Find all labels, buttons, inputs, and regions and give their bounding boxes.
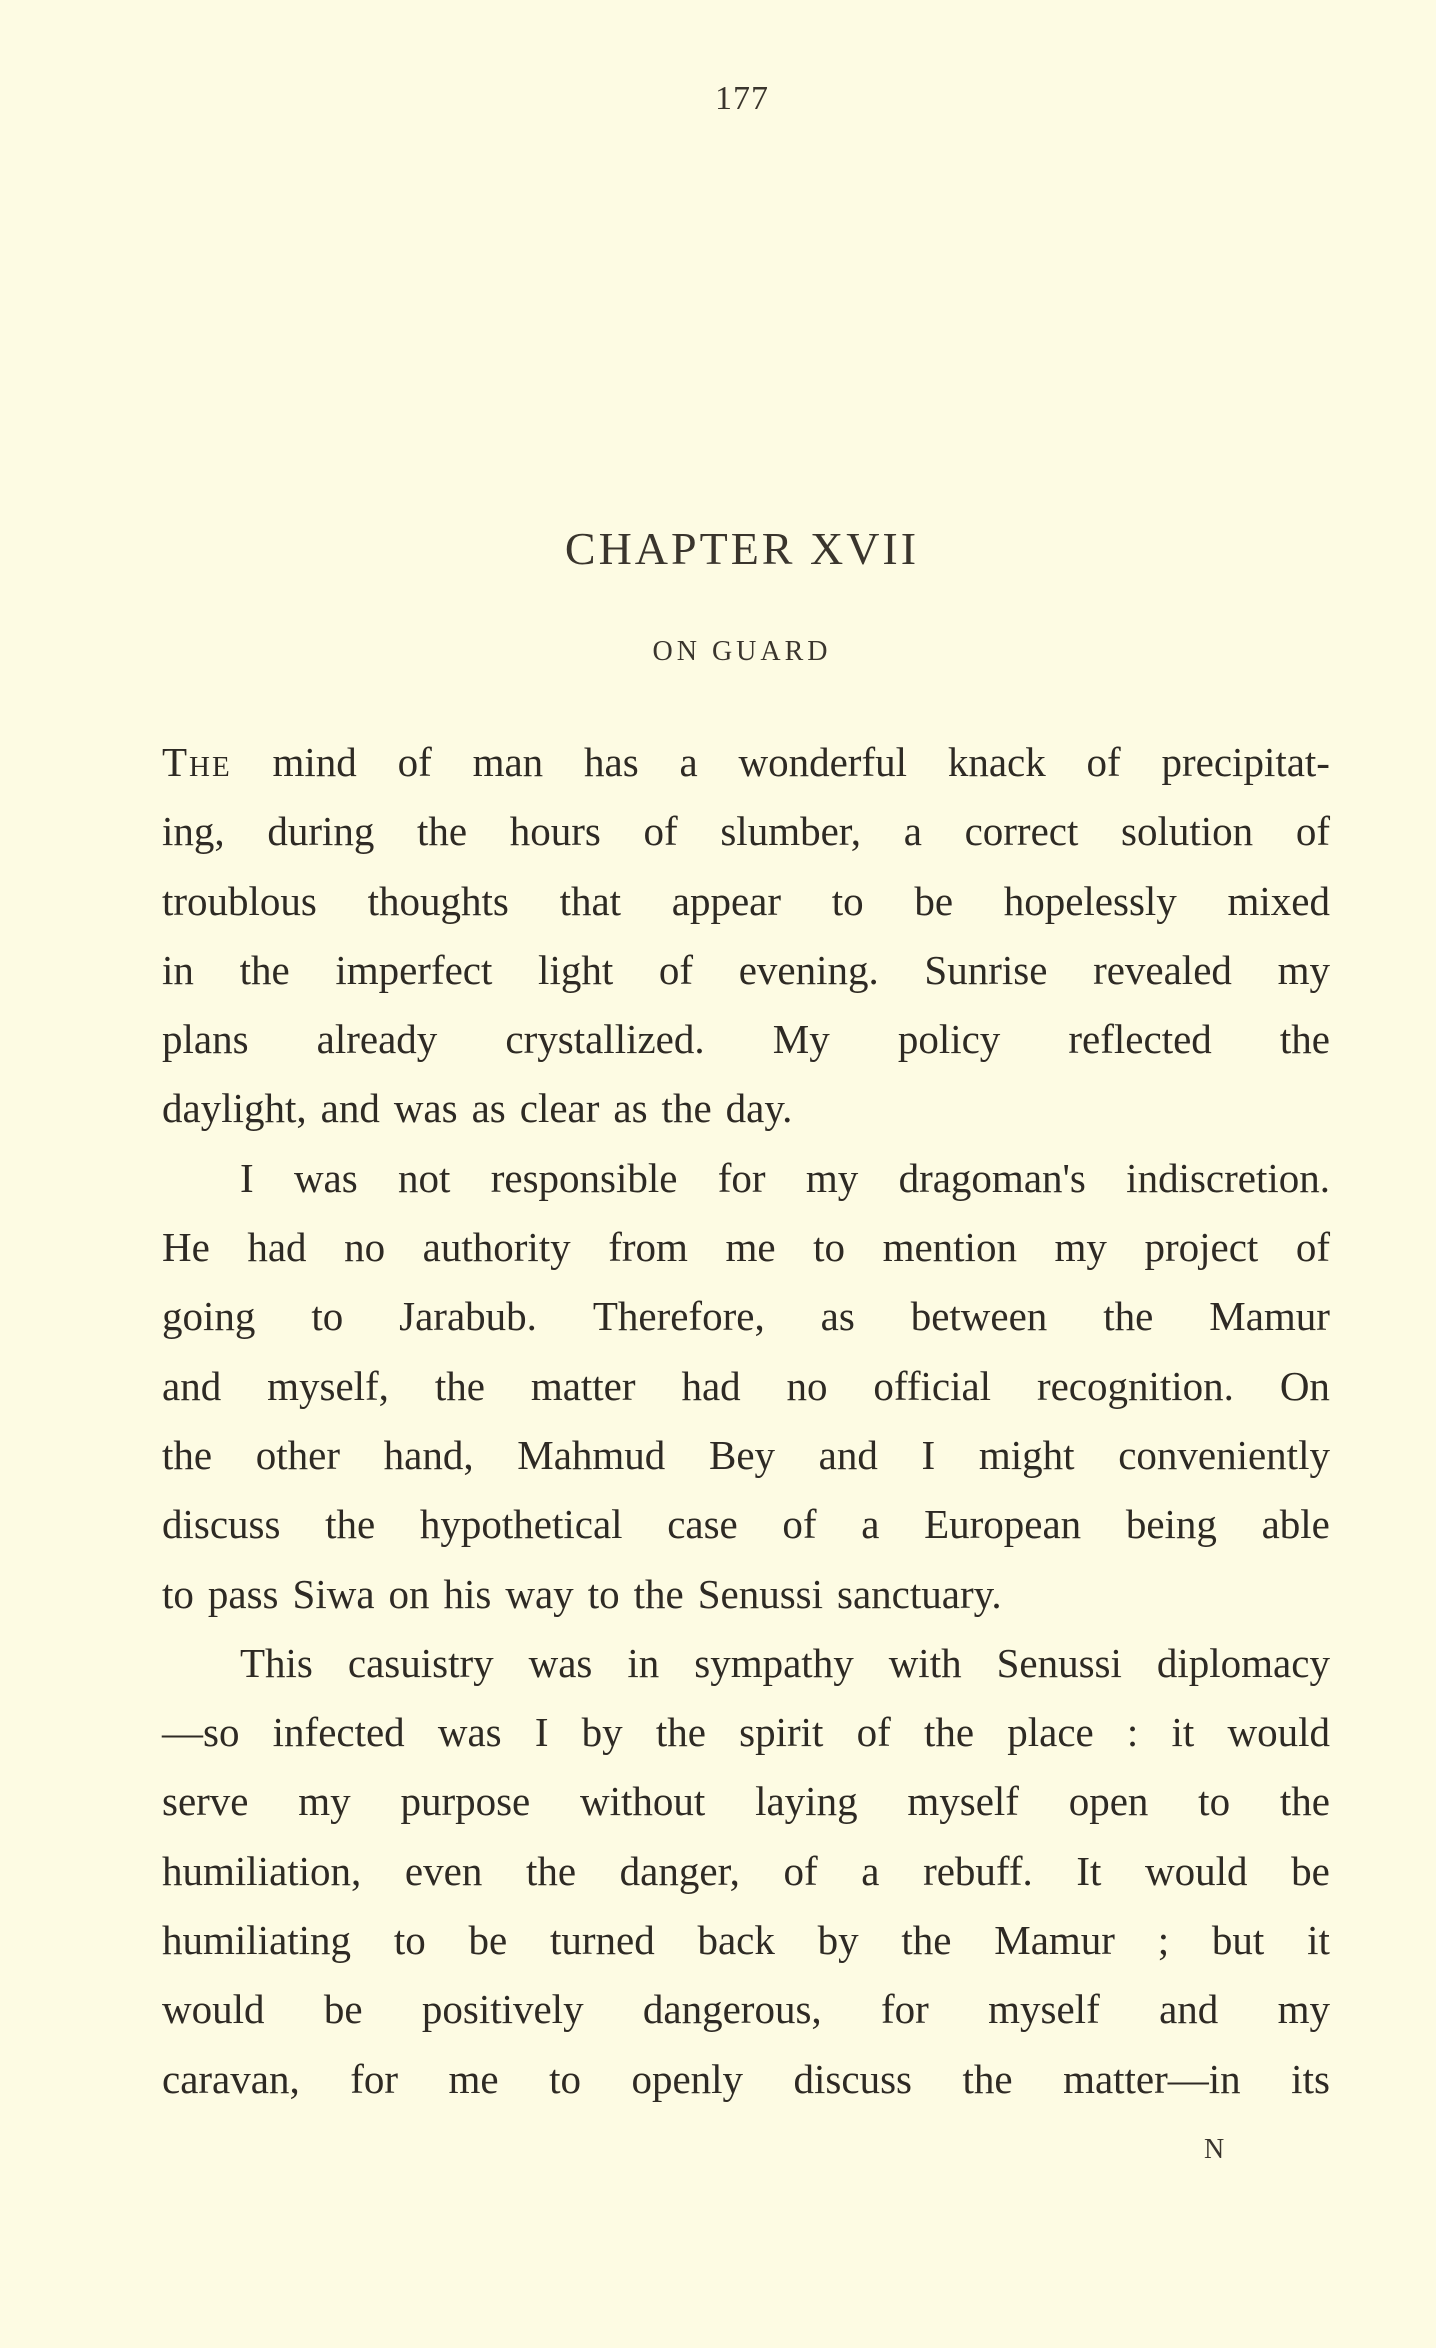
word: my — [805, 1154, 859, 1201]
text-line — [162, 1698, 1330, 1767]
text-line — [162, 1906, 1330, 1975]
word: of — [783, 1847, 818, 1894]
text-line — [162, 867, 1330, 936]
word: policy — [897, 1016, 1001, 1063]
word: me — [448, 2055, 499, 2102]
chapter-subtitle: ON GUARD — [652, 636, 832, 667]
word: as — [820, 1293, 855, 1340]
word: humiliation, — [162, 1847, 362, 1894]
word: of — [856, 1709, 891, 1756]
word: Jarabub. — [399, 1293, 537, 1340]
word: This — [240, 1639, 313, 1686]
word: of — [658, 946, 694, 993]
word: on — [388, 1570, 430, 1617]
word: Siwa — [292, 1570, 375, 1617]
word: positively — [421, 1986, 584, 2033]
text-line — [162, 797, 1330, 866]
page-number: 177 — [715, 80, 769, 117]
word: serve — [162, 1778, 249, 1825]
word: was — [293, 1154, 358, 1201]
word: the — [162, 1431, 213, 1478]
word: casuistry — [347, 1639, 494, 1686]
word: his — [443, 1570, 492, 1617]
word: responsible — [490, 1154, 678, 1201]
word: slumber, — [720, 808, 862, 855]
word: was — [528, 1639, 593, 1686]
word: diplomacy — [1156, 1639, 1330, 1686]
word: to — [587, 1570, 620, 1617]
word: discuss — [793, 2055, 912, 2102]
word: myself — [988, 1986, 1100, 2033]
word: no — [344, 1224, 386, 1271]
word: danger, — [619, 1847, 740, 1894]
word: for — [350, 2055, 398, 2102]
word: infected — [272, 1709, 405, 1756]
word: indiscretion. — [1126, 1154, 1330, 1201]
word: The — [162, 739, 232, 785]
word: my — [1277, 946, 1330, 993]
word: I — [240, 1154, 254, 1201]
word: Bey — [708, 1431, 776, 1478]
word: might — [978, 1431, 1075, 1478]
word: the — [1279, 1016, 1330, 1063]
text-line — [162, 936, 1330, 1005]
word: already — [316, 1016, 438, 1063]
word: Mahmud — [517, 1431, 666, 1478]
word: the — [923, 1709, 975, 1756]
word: for — [717, 1154, 766, 1201]
word: hours — [509, 808, 601, 855]
word: I — [921, 1431, 936, 1478]
word: Senussi — [697, 1570, 823, 1617]
word: a — [861, 1501, 880, 1548]
word: going — [162, 1293, 256, 1340]
word: rebuff. — [923, 1847, 1033, 1894]
word: On — [1279, 1362, 1330, 1409]
word: ing, — [162, 808, 225, 855]
word: from — [608, 1224, 688, 1271]
word: myself — [907, 1778, 1019, 1825]
word: imperfect — [335, 946, 493, 993]
word: mention — [882, 1224, 1017, 1271]
word: the — [655, 1709, 706, 1756]
word: other — [255, 1431, 340, 1478]
word: caravan, — [162, 2055, 300, 2102]
word: be — [323, 1986, 363, 2033]
word: open — [1068, 1778, 1149, 1825]
word: to — [311, 1293, 344, 1340]
word: as — [471, 1085, 506, 1132]
word: discuss — [162, 1501, 281, 1548]
word: hypothetical — [419, 1501, 623, 1548]
word: of — [1295, 808, 1330, 855]
word: appear — [671, 877, 781, 924]
text-line — [162, 1213, 1330, 1282]
word: would — [1227, 1709, 1330, 1756]
word: dragoman's — [898, 1154, 1086, 1201]
word: of — [1295, 1224, 1330, 1271]
word: to — [162, 1570, 194, 1617]
word: no — [786, 1362, 828, 1409]
word: to — [813, 1224, 846, 1271]
word: with — [888, 1639, 962, 1686]
word: wonderful — [738, 739, 907, 785]
word: a — [679, 739, 698, 785]
text-line — [162, 1352, 1330, 1421]
word: revealed — [1093, 946, 1232, 993]
word: troublous — [162, 877, 317, 924]
word: the — [1103, 1293, 1154, 1340]
word: to — [1198, 1778, 1231, 1825]
word: in — [162, 946, 194, 993]
word: by — [817, 1917, 859, 1964]
word: of — [1086, 739, 1121, 785]
word: knack — [947, 739, 1046, 785]
word: the — [1279, 1778, 1330, 1825]
word: my — [298, 1778, 351, 1825]
word: be — [468, 1917, 508, 1964]
word: by — [581, 1709, 623, 1756]
word: be — [1291, 1847, 1330, 1894]
word: turned — [549, 1917, 655, 1964]
text-line — [162, 1144, 1330, 1213]
word: the — [525, 1847, 577, 1894]
word: my — [1277, 1986, 1330, 2033]
word: the — [661, 1085, 712, 1132]
word: evening. — [738, 946, 879, 993]
word: authority — [422, 1224, 571, 1271]
text-line — [162, 1629, 1330, 1698]
word: Senussi — [996, 1639, 1122, 1686]
word: back — [697, 1917, 775, 1964]
word: between — [910, 1293, 1048, 1340]
word: project — [1144, 1224, 1259, 1271]
word: dangerous, — [642, 1986, 822, 2033]
text-line — [162, 1767, 1330, 1836]
word: Mamur — [994, 1917, 1115, 1964]
word: humiliating — [162, 1917, 352, 1964]
word: openly — [631, 2055, 744, 2102]
word: to — [549, 2055, 581, 2102]
word: myself, — [267, 1362, 389, 1409]
word: a — [861, 1847, 880, 1894]
word: it — [1307, 1917, 1330, 1964]
word: be — [914, 877, 954, 924]
signature-mark: N — [1204, 2134, 1225, 2165]
text-line — [162, 1560, 1330, 1629]
word: has — [584, 739, 639, 785]
word: had — [247, 1224, 307, 1271]
word: would — [162, 1986, 265, 2033]
word: being — [1125, 1501, 1217, 1548]
word: my — [1054, 1224, 1107, 1271]
word: as — [613, 1085, 648, 1132]
word: pass — [207, 1570, 279, 1617]
word: Sunrise — [924, 946, 1048, 993]
word: place — [1007, 1709, 1094, 1756]
word: correct — [964, 808, 1079, 855]
word: during — [267, 808, 375, 855]
word: of — [643, 808, 678, 855]
word: thoughts — [367, 877, 509, 924]
word: conveniently — [1118, 1431, 1330, 1478]
word: European — [924, 1501, 1082, 1548]
word: in — [627, 1639, 660, 1686]
word: Therefore, — [592, 1293, 765, 1340]
text-line — [162, 2045, 1330, 2114]
word: : — [1126, 1709, 1139, 1756]
word: but — [1211, 1917, 1265, 1964]
word: reflected — [1068, 1016, 1212, 1063]
word: laying — [755, 1778, 858, 1825]
word: matter — [530, 1362, 636, 1409]
word: had — [681, 1362, 741, 1409]
word: was — [437, 1709, 502, 1756]
word: the — [633, 1570, 684, 1617]
word: of — [782, 1501, 817, 1548]
text-line — [162, 728, 1330, 797]
word: to — [393, 1917, 426, 1964]
word: without — [580, 1778, 706, 1825]
word: mind — [272, 739, 357, 785]
word: it — [1171, 1709, 1195, 1756]
word: —so — [162, 1709, 240, 1756]
chapter-title: CHAPTER XVII — [564, 523, 920, 574]
word: the — [901, 1917, 952, 1964]
word: purpose — [400, 1778, 531, 1825]
word: way — [505, 1570, 574, 1617]
word: the — [239, 946, 290, 993]
word: ; — [1157, 1917, 1170, 1964]
word: the — [325, 1501, 376, 1548]
word: Mamur — [1209, 1293, 1330, 1340]
word: to — [831, 877, 864, 924]
word: matter—in — [1063, 2055, 1241, 2102]
word: official — [873, 1362, 992, 1409]
word: It — [1076, 1847, 1102, 1894]
word: solution — [1121, 808, 1254, 855]
word: of — [397, 739, 432, 785]
word: a — [903, 808, 922, 855]
word: the — [417, 808, 468, 855]
word: and — [1159, 1986, 1219, 2033]
word: that — [559, 877, 622, 924]
text-line — [162, 1005, 1330, 1074]
word: day. — [725, 1085, 793, 1132]
word: was — [393, 1085, 458, 1132]
word: precipitat- — [1161, 739, 1330, 785]
word: daylight, — [162, 1085, 307, 1132]
text-line — [162, 1975, 1330, 2044]
word: case — [667, 1501, 738, 1548]
word: even — [404, 1847, 483, 1894]
word: sympathy — [694, 1639, 854, 1686]
word: and — [818, 1431, 878, 1478]
word: the — [434, 1362, 485, 1409]
body-text — [162, 728, 1330, 2114]
word: able — [1261, 1501, 1330, 1548]
word: crystallized. — [505, 1016, 705, 1063]
word: not — [398, 1154, 451, 1201]
word: and — [162, 1362, 222, 1409]
text-line — [162, 1074, 1330, 1143]
word: would — [1145, 1847, 1248, 1894]
word: hand, — [383, 1431, 474, 1478]
text-line — [162, 1490, 1330, 1559]
text-line — [162, 1282, 1330, 1351]
word: me — [725, 1224, 776, 1271]
word: plans — [162, 1016, 249, 1063]
word: for — [881, 1986, 929, 2033]
word: the — [962, 2055, 1013, 2102]
word: clear — [519, 1085, 600, 1132]
word: man — [472, 739, 544, 785]
word: hopelessly — [1003, 877, 1177, 924]
word: He — [162, 1224, 210, 1271]
word: I — [534, 1709, 549, 1756]
word: recognition. — [1036, 1362, 1234, 1409]
word: spirit — [739, 1709, 824, 1756]
word: My — [772, 1016, 830, 1063]
text-line — [162, 1421, 1330, 1490]
word: its — [1291, 2055, 1330, 2102]
text-line — [162, 1837, 1330, 1906]
word: mixed — [1227, 877, 1330, 924]
word: sanctuary. — [837, 1570, 1002, 1617]
word: and — [320, 1085, 380, 1132]
word: light — [538, 946, 614, 993]
